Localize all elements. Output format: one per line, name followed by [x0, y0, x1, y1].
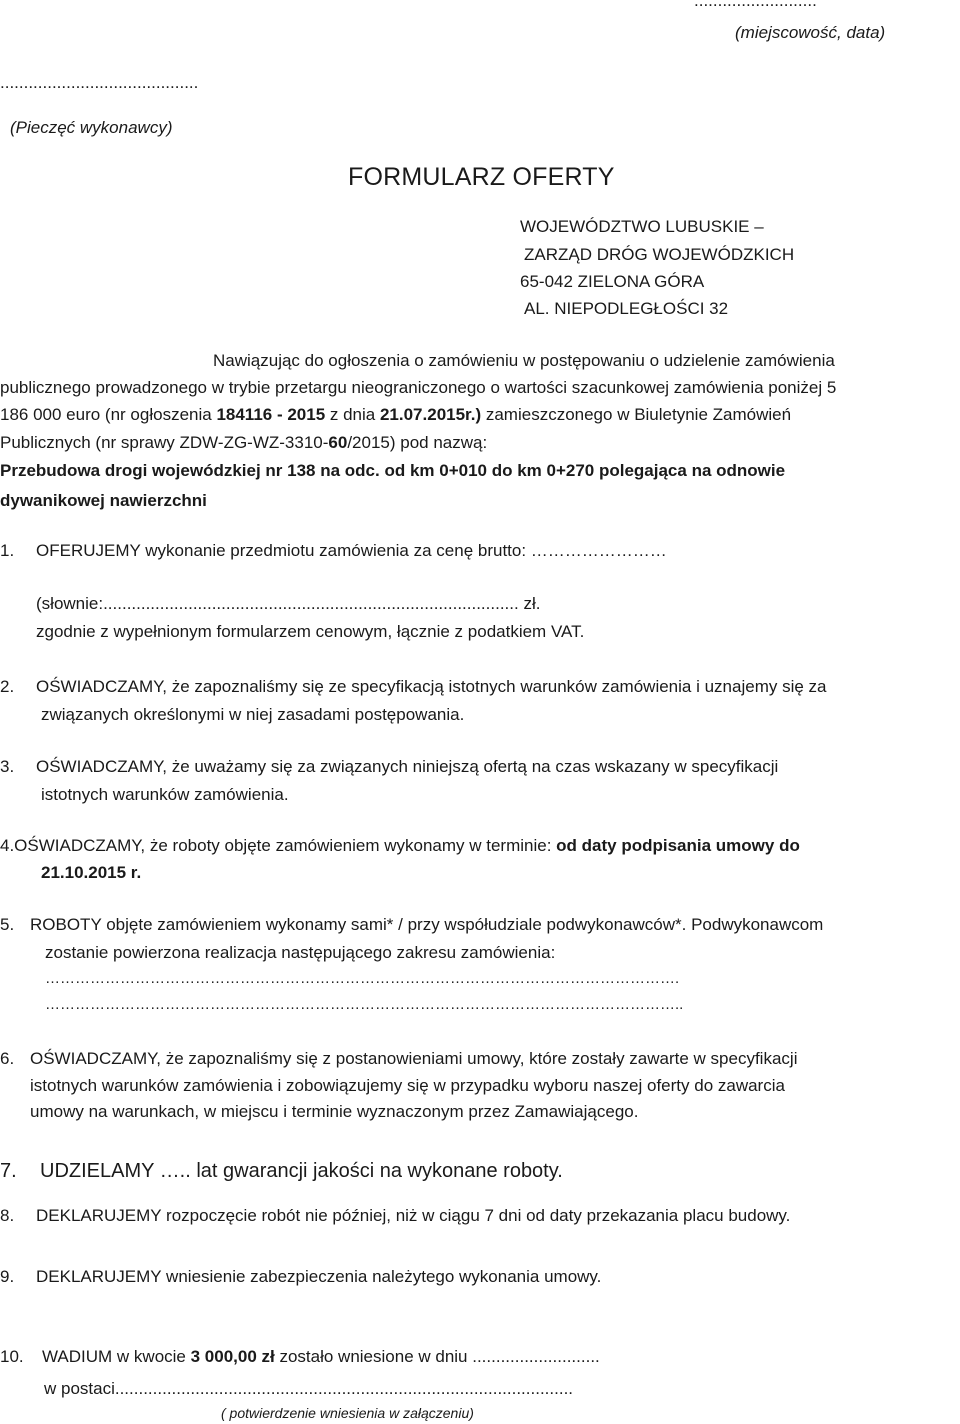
item-text: OŚWIADCZAMY, że uważamy się za związanych niniejszą ofertą na czas wskazany w specyfikacji — [36, 757, 779, 776]
intro-line: Nawiązując do ogłoszenia o zamówieniu w postępowaniu o udzielenie zamówienia — [213, 351, 835, 370]
item-number: 1. — [0, 541, 15, 560]
item-text: ROBOTY objęte zamówieniem wykonamy sami* / przy współudziale podwykonawców*. Podwykonawcom — [30, 915, 824, 934]
item-number: 9. — [0, 1267, 15, 1286]
item-text: DEKLARUJEMY rozpoczęcie robót nie później, niż w ciągu 7 dni od daty przekazania placu budowy. — [36, 1206, 791, 1225]
item-number: 7. — [0, 1160, 17, 1182]
item-number: 10. — [0, 1347, 24, 1366]
deposit-form: w postaci................................................................................................. — [44, 1379, 574, 1398]
item-text: 4.OŚWIADCZAMY, że roboty objęte zamówieniem wykonamy w terminie: od daty podpisania umowy do — [0, 836, 800, 855]
item-text: związanych określonymi w niej zasadami postępowania. — [41, 705, 465, 724]
price-note: zgodnie z wypełnionym formularzem cenowym, łącznie z podatkiem VAT. — [36, 622, 585, 641]
contract-name: Przebudowa drogi wojewódzkiej nr 138 na odc. od km 0+010 do km 0+270 polegająca na odnowie — [0, 461, 786, 480]
intro-line: Publicznych (nr sprawy ZDW-ZG-WZ-3310-60/2015) pod nazwą: — [0, 433, 488, 452]
item-text: DEKLARUJEMY wniesienie zabezpieczenia należytego wykonania umowy. — [36, 1267, 602, 1286]
deposit-text: WADIUM w kwocie 3 000,00 zł zostało wniesione w dniu ........................... — [42, 1347, 600, 1366]
stamp-dots: .......................................... — [0, 73, 199, 92]
fill-in-dots: ………………………………………………………………………………………………………………. — [45, 970, 680, 987]
item-number: 3. — [0, 757, 15, 776]
address-line: WOJEWÓDZTWO LUBUSKIE – — [520, 217, 764, 236]
item-text: zostanie powierzona realizacja następującego zakresu zamówienia: — [45, 943, 556, 962]
address-line: AL. NIEPODLEGŁOŚCI 32 — [524, 299, 729, 318]
address-line: 65-042 ZIELONA GÓRA — [520, 272, 705, 291]
announcement-number: 184116 - 2015 — [216, 405, 326, 424]
deposit-note: ( potwierdzenie wniesienia w załączeniu) — [221, 1405, 474, 1421]
item-text: umowy na warunkach, w miejscu i terminie wyznaczonym przez Zamawiającego. — [30, 1102, 639, 1121]
intro-line: publicznego prowadzonego w trybie przetargu nieograniczonego o wartości szacunkowej zamówienia poniżej 5 — [0, 378, 837, 397]
price-offer-text: OFERUJEMY wykonanie przedmiotu zamówienia za cenę brutto: …………………… — [36, 541, 667, 560]
case-number: 60 — [328, 433, 348, 452]
item-text: istotnych warunków zamówienia i zobowiązujemy się w przypadku wyboru naszej oferty do zawarcia — [30, 1076, 785, 1095]
item-text: OŚWIADCZAMY, że zapoznaliśmy się ze specyfikacją istotnych warunków zamówienia i uznajemy się za — [36, 677, 827, 696]
address-line: ZARZĄD DRÓG WOJEWÓDZKICH — [524, 245, 795, 264]
fill-in-dots: ……………………………………………………………………………………………………………….. — [45, 996, 684, 1013]
item-number: 2. — [0, 677, 15, 696]
date-label: (miejscowość, data) — [735, 23, 886, 42]
deadline-text: od daty podpisania umowy do — [556, 836, 800, 855]
intro-line: 186 000 euro (nr ogłoszenia 184116 - 2015 z dnia 21.07.2015r.) zamieszczonego w Biuletynie Zamówień — [0, 405, 792, 424]
announcement-date: 21.07.2015r.) — [379, 405, 482, 424]
page-title: FORMULARZ OFERTY — [348, 163, 615, 191]
deposit-amount: 3 000,00 zł — [190, 1347, 275, 1366]
date-dots: .......................... — [694, 0, 817, 10]
item-text: OŚWIADCZAMY, że zapoznaliśmy się z postanowieniami umowy, które zostały zawarte w specyfikacji — [30, 1049, 798, 1068]
price-in-words: (słownie:........................................................................................ zł. — [36, 594, 541, 613]
item-number: 8. — [0, 1206, 15, 1225]
item-number: 5. — [0, 915, 15, 934]
stamp-label: (Pieczęć wykonawcy) — [10, 118, 173, 137]
warranty-text: UDZIELAMY ….. lat gwarancji jakości na wykonane roboty. — [40, 1160, 563, 1182]
item-text: istotnych warunków zamówienia. — [41, 785, 289, 804]
item-number: 6. — [0, 1049, 15, 1068]
contract-name-cont: dywanikowej nawierzchni — [0, 491, 207, 510]
deadline-date: 21.10.2015 r. — [41, 863, 142, 882]
